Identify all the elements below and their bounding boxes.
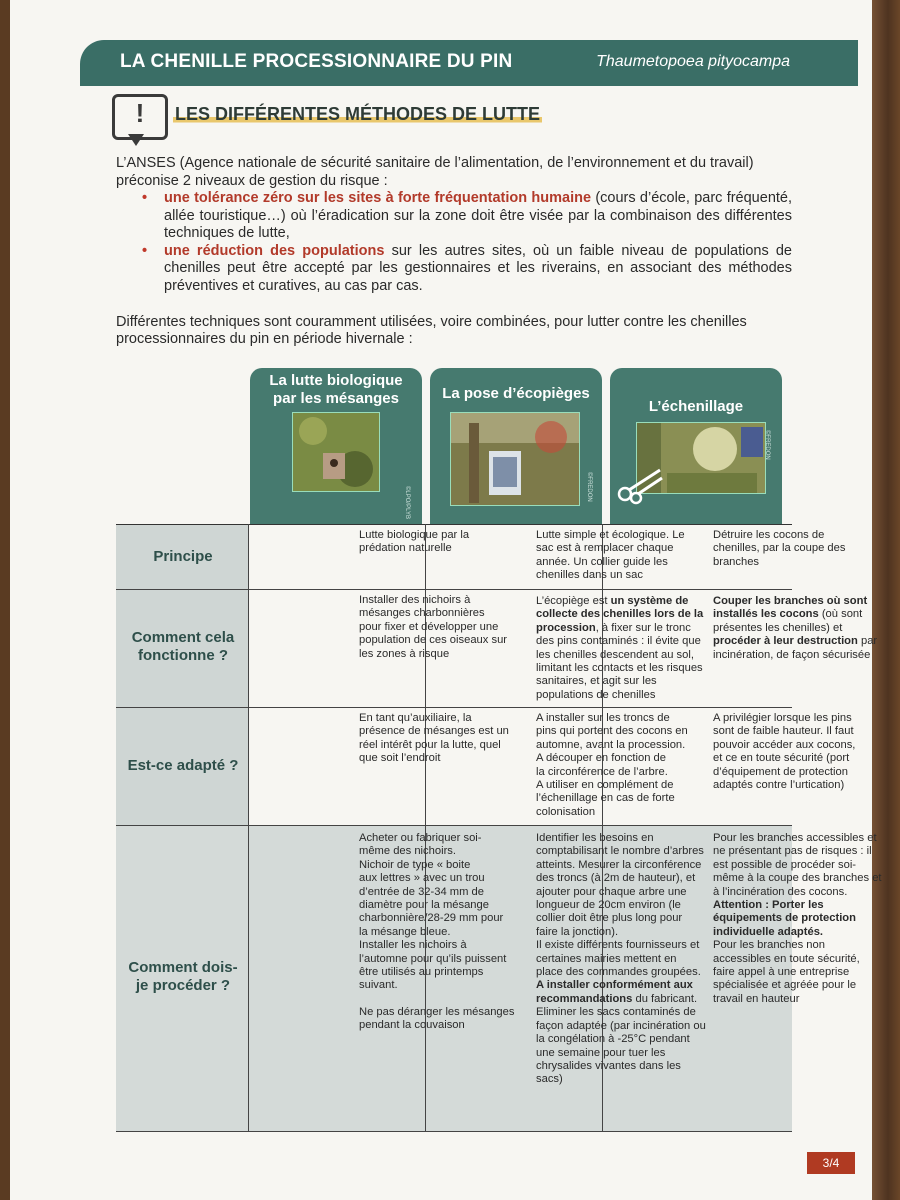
cell-line: Nichoir de type « boite [359,858,471,871]
page-number: 3/4 [807,1152,855,1174]
cell-line: prédation naturelle [359,542,452,555]
row-label-line: Comment cela [131,629,235,646]
scissors-icon [616,464,664,504]
cell-line: A privilégier lorsque les pins [713,712,852,724]
intro-paragraph: L’ANSES (Agence nationale de sécurité sanitaire de l’alimentation, de l’environnement et du travail) préconise 2 niveaux de gestion du risque : [116,155,754,189]
cell-eco-trap [536,529,706,583]
cell-text: Il existe différents fournisseurs et certaines mairies mettent en place des commandes groupées. [536,939,701,979]
row-label-line: Comment dois- [128,959,238,976]
row-label-line: fonctionne ? [138,647,228,664]
species-name: Thaumetopoea pityocampa [596,53,790,70]
cell-line: d’entrée de 32-34 mm de [359,885,485,898]
table-row-suitability [116,707,856,825]
cell-line: Acheter ou fabriquer soi- [359,832,482,844]
method-card-pruning [610,368,782,524]
list-item [116,190,792,243]
cell-text: L’écopiège est [536,595,611,607]
cell-text: du fabricant. [632,992,698,1005]
cell-pruning [713,529,883,569]
method-card-biological [250,368,422,524]
cell-line: et ce en toute sécurité (port [713,752,850,765]
risk-levels-list [116,190,792,295]
cell-text-bold: Couper les branches où sont installés les cocons [713,595,868,621]
cell-line: Lutte biologique par la [359,529,470,541]
cell-text-bold: Attention : Porter les équipements de protection individuelle adaptés. [713,899,856,938]
section-title: LES DIFFÉRENTES MÉTHODES DE LUTTE [175,104,541,124]
cell-biological [359,712,524,766]
row-label [116,959,250,995]
cell-line: l’échenillage en cas de forte [536,792,675,805]
cell-line: En tant qu’auxiliaire, la [359,712,472,724]
cell-line: réel intérêt pour la lutte, quel [359,738,501,751]
cell-biological [359,594,524,661]
cell-text-bold: procéder à leur destruction [713,635,858,648]
method-title: La pose d’écopièges [442,385,590,402]
method-title [250,372,422,408]
method-title-line: La lutte biologique [269,372,403,389]
cell-eco-trap [536,595,706,702]
document-page [10,0,882,1200]
cell-text [536,979,706,1006]
cell-line: Ne pas déranger les mésanges [359,1005,515,1018]
cell-line: l’automne pour qu’ils puissent [359,952,507,965]
method-title-line: par les mésanges [273,390,399,407]
cell-line: même des nichoirs. [359,845,456,858]
photo-credit: ©FREDON [586,472,592,502]
cell-line: sont de faible hauteur. Il faut [713,725,854,738]
cell-line: chenilles dans un sac [536,569,643,582]
row-label-line: je procéder ? [135,977,231,994]
cell-text-bold: A installer conformément aux recommandations [536,979,693,1005]
row-label [116,629,250,665]
wood-background-left [0,0,10,1200]
row-divider [116,1131,792,1132]
cell-line: population de ces oiseaux sur [359,634,508,647]
cell-line: la mésange bleue. [359,925,451,938]
cell-line: diamètre pour la mésange [359,899,489,912]
cell-line: chenilles, par la coupe des [713,542,846,555]
cell-line: sac est à remplacer chaque [536,542,674,555]
cell-line: A découper en fonction de [536,752,666,765]
photo-image [293,413,379,491]
cell-line: la circonférence de l’arbre. [536,765,668,778]
cell-line: A utiliser en complément de [536,779,674,792]
cell-line: branches [713,555,760,568]
bullet-bold: une tolérance zéro sur les sites à forte fréquentation humaine [164,190,592,206]
row-label: Principe [153,548,213,565]
cell-line: mésanges charbonnières [359,607,485,620]
cell-eco-trap [536,712,706,819]
cell-text: (où sont présentes les chenilles) et [713,608,863,634]
cell-text: Pour les branches non accessibles en toute sécurité, faire appel à une entreprise spécialisée et agréée pour le travail en hauteur [713,939,860,1005]
cell-text: par incinération, de façon sécurisée [713,635,878,661]
exclamation-bubble-icon: ! [112,94,168,140]
intro-text [116,155,792,295]
cell-line: suivant. [359,979,398,992]
eco-trap-photo [450,412,580,506]
cell-pruning [713,595,883,662]
cell-spacer [359,993,524,1006]
photo-credit: ©LPO/PLYB [404,486,410,519]
table-row-principle [116,524,846,589]
cell-line: Détruire les cocons de [713,529,825,541]
cell-text: , à fixer sur le tronc des pins contaminés : il évite que les chenilles descendent au sol, limitant les contacts et les risques sanitaires, et agit sur les populations de chenilles [536,621,703,701]
method-card-eco-trap [430,368,602,524]
cell-text: Identifier les besoins en comptabilisant le nombre d’arbres atteints. Mesurer la circonférence des troncs (à 2m de hauteur), et ajouter pour chaque arbre une longueur de 20cm environ (le collier doit être plus long pour faire la jonction). [536,832,704,938]
bullet-bold: une réduction des populations [164,242,385,259]
photo-credit: ©FREDON [764,430,770,460]
photo-image [451,413,579,505]
cell-text-bold: un système de collecte des chenilles lors de la procession [536,595,704,634]
cell-biological [359,529,524,556]
header-band [80,40,858,86]
cell-line: automne, avant la procession. [536,738,686,751]
bullet-text: (cours d’école, parc fréquenté, allée touristique…) où l’éradication sur la zone doit être visée par la combinaison des différentes techniques de lutte, [164,190,792,241]
cell-line: charbonnière/28-29 mm pour [359,912,504,925]
cell-biological [359,832,524,1033]
cell-line: pins qui portent des cocons en [536,725,688,738]
cell-eco-trap [536,832,706,1087]
cell-line: pendant la couvaison [359,1019,465,1032]
cell-line: adaptés contre l’urtication) [713,779,845,792]
cell-line: pour fixer et développer une [359,620,499,633]
cell-line: les zones à risque [359,647,450,660]
header-title: LA CHENILLE PROCESSIONNAIRE DU PIN [120,51,513,72]
cell-line: d’équipement de protection [713,765,848,778]
cell-line: aux lettres » avec un trou [359,872,485,885]
cell-line: Lutte simple et écologique. Le [536,529,685,541]
bubble-tail [128,134,144,146]
table-row-how-it-works [116,589,878,707]
cell-pruning [713,712,883,792]
table-row-procedure [116,825,882,1131]
cell-line: A installer sur les troncs de [536,712,670,724]
cell-line: Installer les nichoirs à [359,939,467,952]
cell-line: que soit l’endroit [359,752,441,765]
method-title: L’échenillage [648,398,744,415]
bird-nest-box-photo [292,412,380,492]
list-item [116,243,792,296]
cell-text: Eliminer les sacs contaminés de façon adaptée (par incinération ou la congélation à -25°C pendant une semaine pour tuer les chrysalides vivantes dans les sacs) [536,1006,706,1086]
cell-text: Pour les branches accessibles et ne présentant pas de risques : il est possible de procéder soi-même à la coupe des branches et à l’incinération des cocons. [713,832,882,898]
cell-line: colonisation [536,805,596,818]
cell-line: être utilisés au printemps [359,966,484,979]
cell-line: présence de mésanges est un [359,725,509,738]
row-label: Est-ce adapté ? [127,757,239,774]
intro-paragraph-2: Différentes techniques sont couramment utilisées, voire combinées, pour lutter contre les chenilles processionnaires du pin en période hivernale : [116,313,747,347]
cell-pruning [713,832,883,1006]
cell-line: pouvoir accéder aux cocons, [713,738,856,751]
cell-line: Installer des nichoirs à [359,594,471,606]
bullet-text: sur les autres sites, où un faible niveau de populations de chenilles peut être accepté par les gestionnaires et les riverains, en associant des méthodes préventives et curatives, au cas par cas. [164,242,792,294]
cell-line: année. Un collier guide les [536,555,668,568]
